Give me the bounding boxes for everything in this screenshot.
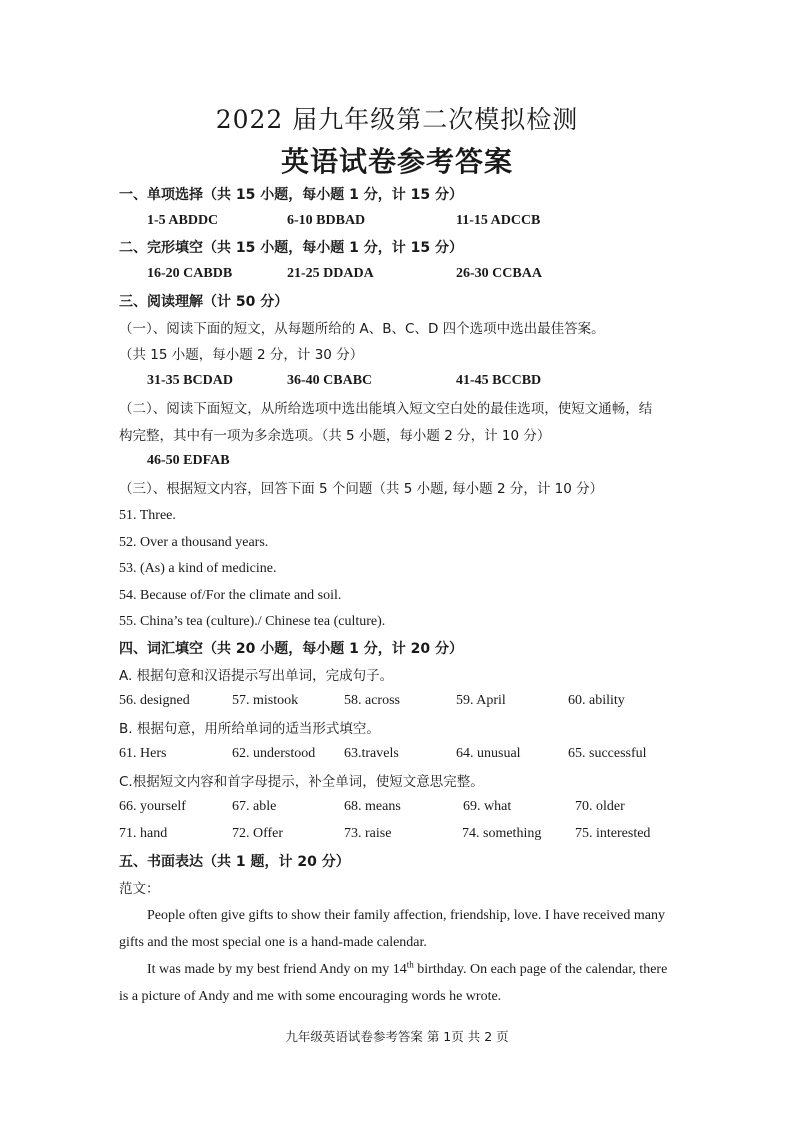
vocab-answer: 64. unusual xyxy=(456,746,521,761)
page-title: 2022 届九年级第二次模拟检测 xyxy=(215,105,579,134)
vocab-answer: 67. able xyxy=(232,799,277,814)
vocab-answer: 75. interested xyxy=(575,826,651,841)
vocab-answer: 59. April xyxy=(456,693,506,708)
vocab-answer: 71. hand xyxy=(119,826,168,841)
sample-essay-paragraph xyxy=(119,956,679,1010)
section-4-heading: 四、词汇填空（共 20 小题，每小题 1 分，计 20 分） xyxy=(119,641,463,657)
short-answer: 52. Over a thousand years. xyxy=(119,535,269,550)
vocab-part-b-instruction: B. 根据句意，用所给单词的适当形式填空。 xyxy=(119,721,380,737)
reading-part1-instruction: （一）、阅读下面的短文，从每题所给的 A、B、C、D 四个选项中选出最佳答案。 xyxy=(119,321,605,337)
answer-group: 11-15 ADCCB xyxy=(456,213,541,228)
vocab-answer: 68. means xyxy=(344,799,401,814)
sample-essay-paragraph: People often give gifts to show their family affection, friendship, love. I have received many gifts and the most special one is a hand-made calendar. xyxy=(119,908,665,950)
answer-group: 1-5 ABDDC xyxy=(147,213,219,228)
paragraph-text: birthday. On each page of the calendar, there is a picture of Andy and me with some encouraging words he wrote. xyxy=(119,962,668,1004)
vocab-answer: 65. successful xyxy=(568,746,647,761)
answer-group: 6-10 BDBAD xyxy=(287,213,366,228)
ordinal-suffix: th xyxy=(406,959,414,970)
section-5-heading: 五、书面表达（共 1 题，计 20 分） xyxy=(119,854,350,870)
answer-group: 26-30 CCBAA xyxy=(456,266,542,281)
reading-part1-score: （共 15 小题，每小题 2 分，计 30 分） xyxy=(119,347,364,363)
vocab-answer: 63.travels xyxy=(344,746,399,761)
page-subtitle: 英语试卷参考答案 xyxy=(280,145,513,178)
vocab-answer: 73. raise xyxy=(344,826,392,841)
vocab-answer: 69. what xyxy=(463,799,512,814)
sample-essay-label: 范文： xyxy=(119,881,160,897)
paragraph-text: It was made by my best friend Andy on my 14 xyxy=(147,962,407,977)
answer-group: 16-20 CABDB xyxy=(147,266,233,281)
vocab-answer: 58. across xyxy=(344,693,400,708)
short-answer: 53. (As) a kind of medicine. xyxy=(119,561,277,576)
answer-group: 46-50 EDFAB xyxy=(147,453,230,468)
reading-part2-instruction-cont: 构完整，其中有一项为多余选项。（共 5 小题，每小题 2 分，计 10 分） xyxy=(119,428,551,444)
short-answer: 51. Three. xyxy=(119,508,176,523)
reading-part2-instruction: （二）、阅读下面短文，从所给选项中选出能填入短文空白处的最佳选项，使短文通畅，结 xyxy=(119,401,653,417)
vocab-answer: 70. older xyxy=(575,799,625,814)
vocab-answer: 57. mistook xyxy=(232,693,299,708)
short-answer: 54. Because of/For the climate and soil. xyxy=(119,588,342,603)
answer-group: 41-45 BCCBD xyxy=(456,373,542,388)
vocab-part-c-instruction: C.根据短文内容和首字母提示，补全单词，使短文意思完整。 xyxy=(119,774,484,790)
section-3-heading: 三、阅读理解（计 50 分） xyxy=(119,294,289,310)
short-answer: 55. China’s tea (culture)./ Chinese tea (culture). xyxy=(119,614,386,629)
vocab-answer: 62. understood xyxy=(232,746,316,761)
vocab-answer: 72. Offer xyxy=(232,826,284,841)
answer-group: 36-40 CBABC xyxy=(287,373,373,388)
vocab-answer: 74. something xyxy=(462,826,542,841)
section-2-heading: 二、完形填空（共 15 小题，每小题 1 分，计 15 分） xyxy=(119,240,463,256)
vocab-answer: 56. designed xyxy=(119,693,190,708)
answer-group: 31-35 BCDAD xyxy=(147,373,233,388)
vocab-part-a-instruction: A. 根据句意和汉语提示写出单词，完成句子。 xyxy=(119,668,394,684)
page-footer: 九年级英语试卷参考答案 第 1页 共 2 页 xyxy=(285,1029,509,1044)
answer-group: 21-25 DDADA xyxy=(287,266,374,281)
vocab-answer: 60. ability xyxy=(568,693,625,708)
vocab-answer: 66. yourself xyxy=(119,799,186,814)
section-1-heading: 一、单项选择（共 15 小题，每小题 1 分，计 15 分） xyxy=(119,187,463,203)
vocab-answer: 61. Hers xyxy=(119,746,167,761)
reading-part3-instruction: （三）、根据短文内容，回答下面 5 个问题（共 5 小题, 每小题 2 分，计 10 分） xyxy=(119,481,604,497)
